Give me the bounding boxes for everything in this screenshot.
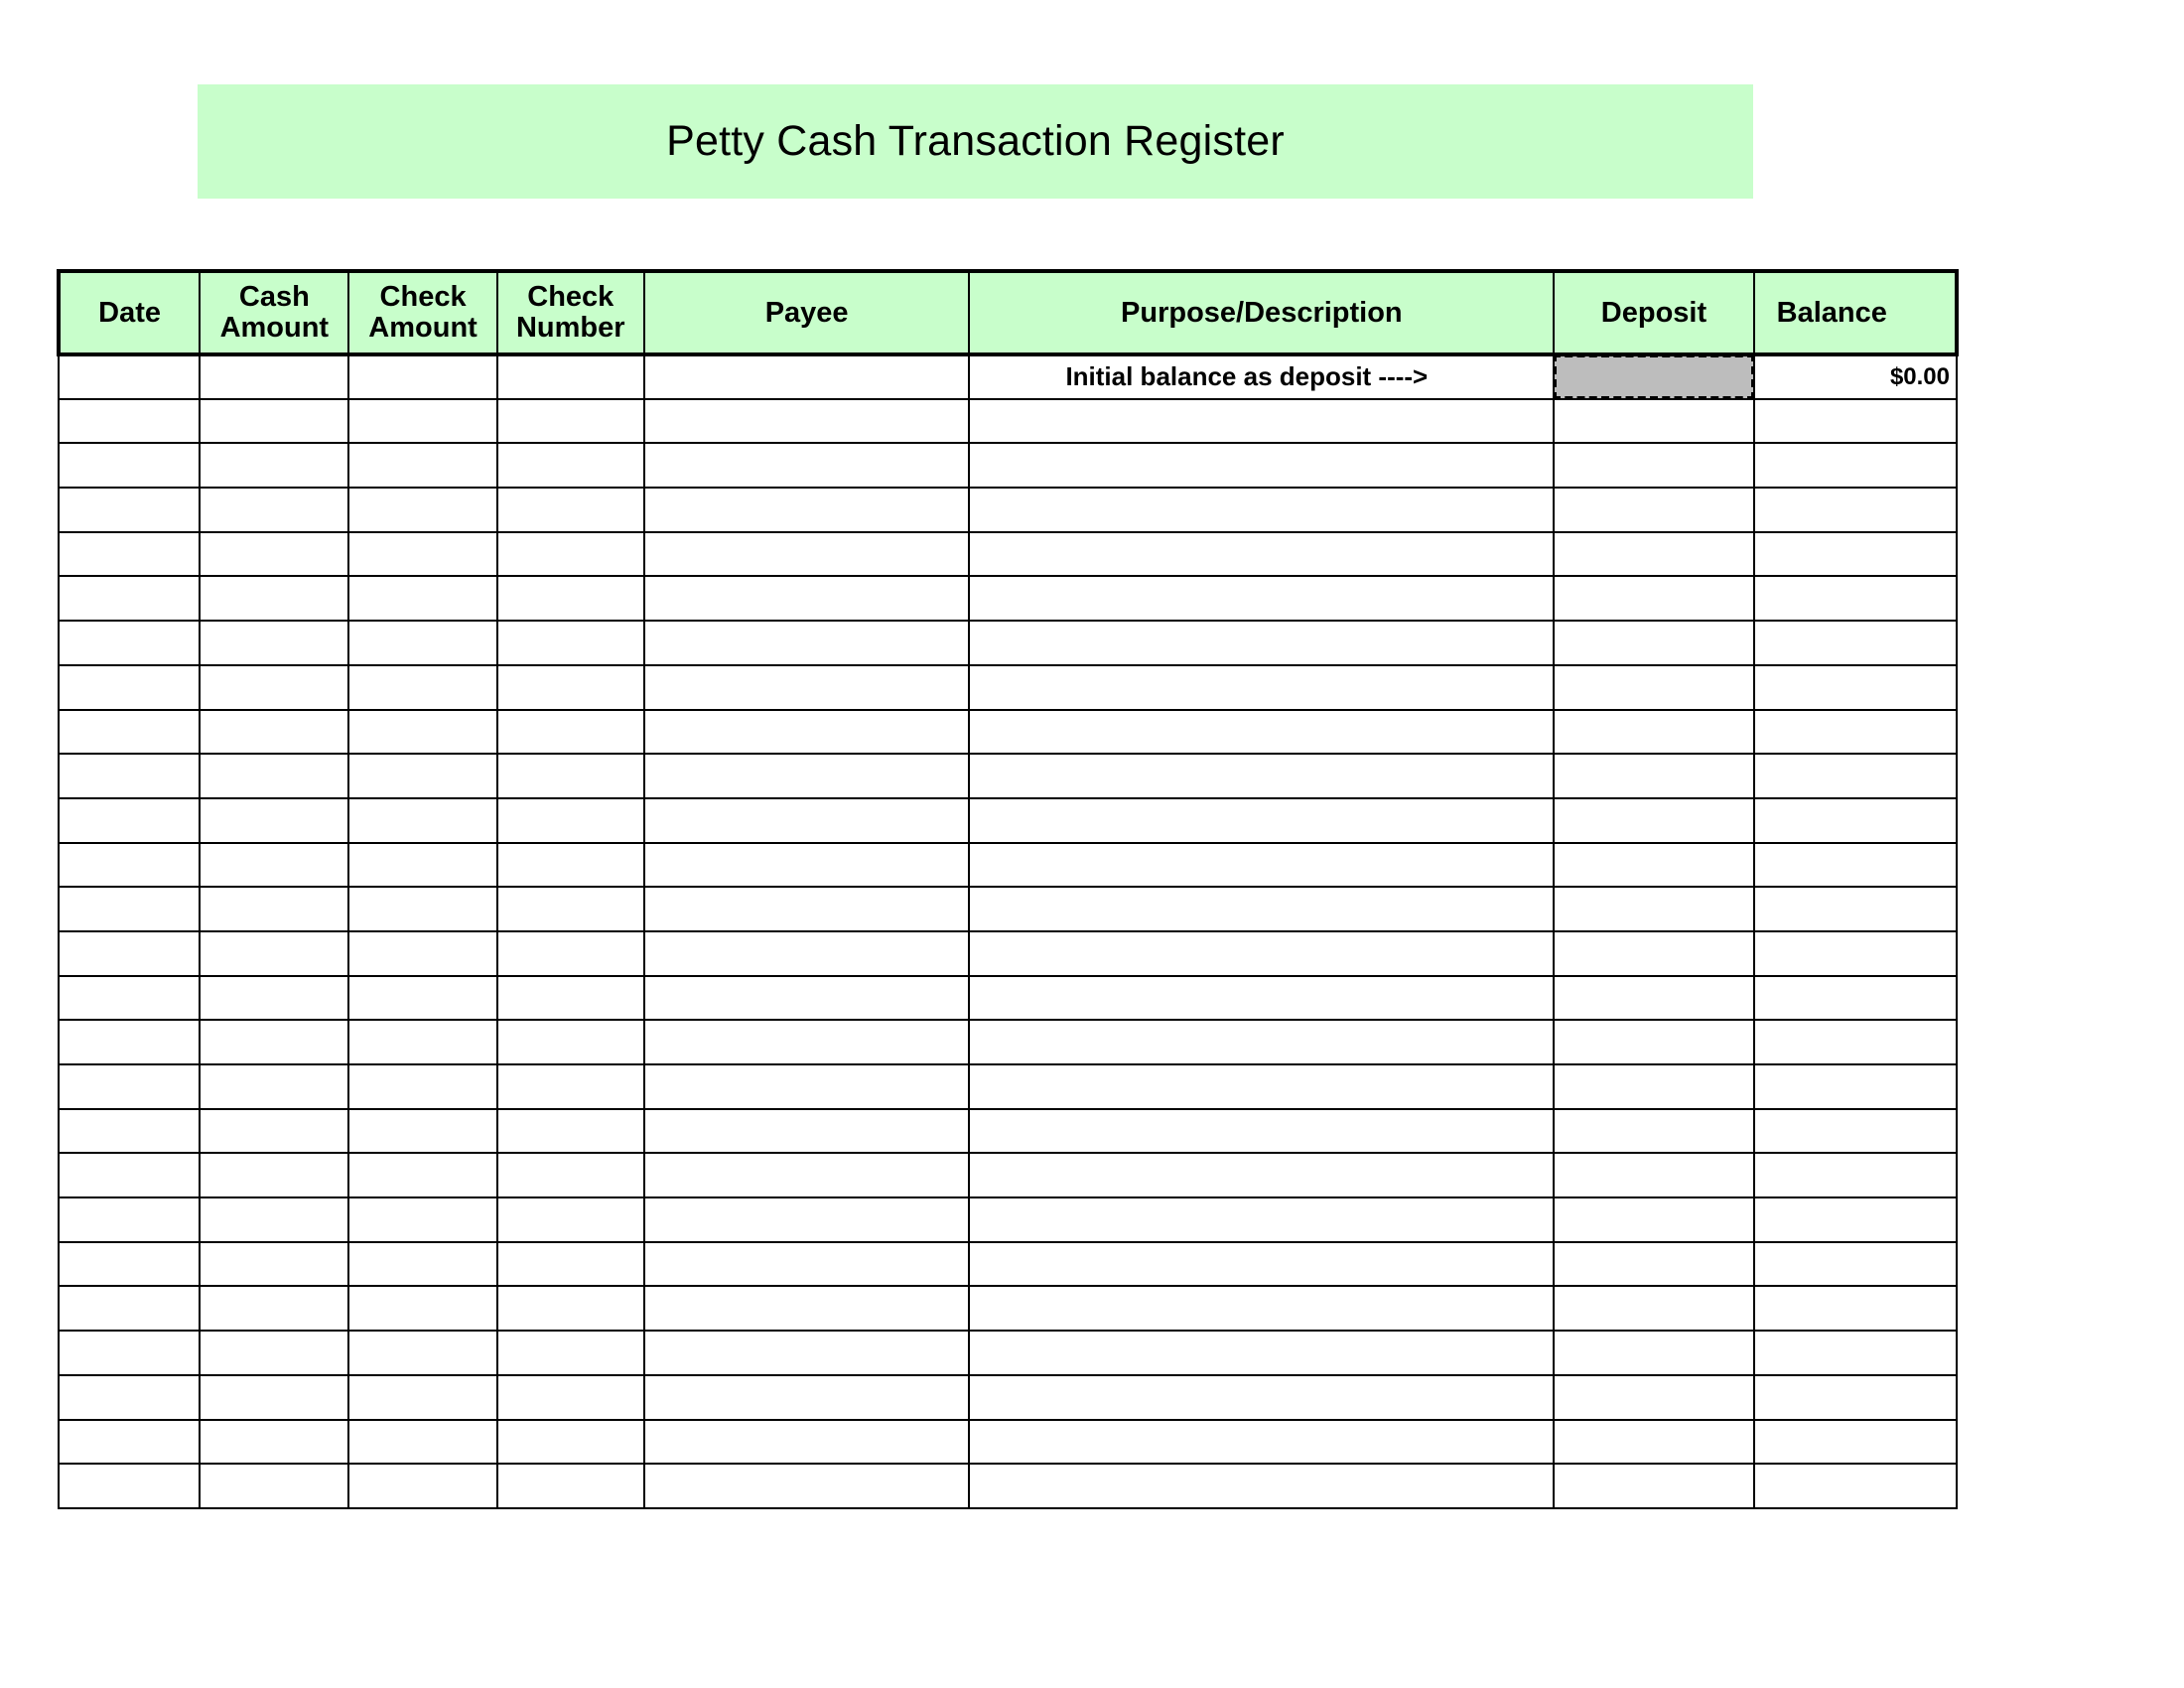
balance-cell (1754, 576, 1957, 621)
date-cell[interactable] (59, 1464, 200, 1508)
balance-cell (1754, 1375, 1957, 1420)
date-cell[interactable] (59, 1420, 200, 1465)
deposit-cell[interactable] (1554, 532, 1753, 577)
balance-cell (1754, 887, 1957, 931)
payee-cell[interactable] (644, 1109, 970, 1154)
cash-amount-cell[interactable] (200, 1153, 348, 1197)
check-number-cell[interactable] (497, 976, 644, 1021)
check-number-cell[interactable] (497, 887, 644, 931)
deposit-cell[interactable] (1554, 1109, 1753, 1154)
date-cell[interactable] (59, 354, 200, 399)
cash-amount-cell[interactable] (200, 887, 348, 931)
table-row (59, 399, 1957, 444)
check-number-cell[interactable] (497, 710, 644, 755)
cash-amount-cell[interactable] (200, 1242, 348, 1287)
balance-cell (1754, 488, 1957, 532)
check-number-cell[interactable] (497, 843, 644, 888)
payee-cell[interactable] (644, 1375, 970, 1420)
deposit-cell[interactable] (1554, 621, 1753, 665)
date-cell[interactable] (59, 1331, 200, 1375)
check-number-cell[interactable] (497, 532, 644, 577)
payee-cell[interactable] (644, 399, 970, 444)
balance-cell (1754, 621, 1957, 665)
cash-amount-cell[interactable] (200, 665, 348, 710)
balance-cell (1754, 1464, 1957, 1508)
balance-cell (1754, 443, 1957, 488)
check-number-cell[interactable] (497, 1197, 644, 1242)
cash-amount-cell[interactable] (200, 621, 348, 665)
initial-balance-value: $0.00 (1754, 354, 1957, 399)
date-cell[interactable] (59, 1020, 200, 1064)
balance-cell (1754, 931, 1957, 976)
cash-amount-cell[interactable] (200, 798, 348, 843)
date-cell[interactable] (59, 443, 200, 488)
check-number-cell[interactable] (497, 1420, 644, 1465)
header-row (59, 271, 1957, 354)
check-amount-cell[interactable] (348, 887, 496, 931)
balance-cell (1754, 1286, 1957, 1331)
check-number-cell[interactable] (497, 1109, 644, 1154)
payee-cell[interactable] (644, 798, 970, 843)
check-amount-cell[interactable] (348, 532, 496, 577)
cash-amount-cell[interactable] (200, 843, 348, 888)
date-cell[interactable] (59, 1375, 200, 1420)
purpose-cell[interactable] (969, 976, 1554, 1021)
deposit-cell[interactable] (1554, 1420, 1753, 1465)
check-amount-cell[interactable] (348, 1197, 496, 1242)
date-cell[interactable] (59, 976, 200, 1021)
cash-amount-cell[interactable] (200, 354, 348, 399)
table-row (59, 798, 1957, 843)
column-header-deposit: Deposit (1554, 271, 1753, 354)
date-cell[interactable] (59, 1286, 200, 1331)
cash-amount-cell[interactable] (200, 399, 348, 444)
check-number-cell[interactable] (497, 1375, 644, 1420)
deposit-cell[interactable] (1554, 843, 1753, 888)
payee-cell[interactable] (644, 443, 970, 488)
cash-amount-cell[interactable] (200, 488, 348, 532)
purpose-cell[interactable] (969, 931, 1554, 976)
table-row (59, 1197, 1957, 1242)
payee-cell[interactable] (644, 1242, 970, 1287)
balance-cell (1754, 710, 1957, 755)
purpose-cell[interactable] (969, 532, 1554, 577)
table-row (59, 1109, 1957, 1154)
payee-cell[interactable] (644, 665, 970, 710)
check-amount-cell[interactable] (348, 576, 496, 621)
check-number-cell[interactable] (497, 399, 644, 444)
balance-cell (1754, 976, 1957, 1021)
table-row (59, 887, 1957, 931)
check-number-cell[interactable] (497, 1020, 644, 1064)
date-cell[interactable] (59, 1109, 200, 1154)
date-cell[interactable] (59, 710, 200, 755)
check-number-cell[interactable] (497, 1153, 644, 1197)
table-row (59, 931, 1957, 976)
purpose-cell[interactable] (969, 1375, 1554, 1420)
payee-cell[interactable] (644, 354, 970, 399)
check-amount-cell[interactable] (348, 1064, 496, 1109)
page-title: Petty Cash Transaction Register (666, 117, 1285, 165)
date-cell[interactable] (59, 665, 200, 710)
cash-amount-cell[interactable] (200, 976, 348, 1021)
cash-amount-cell[interactable] (200, 532, 348, 577)
check-amount-cell[interactable] (348, 710, 496, 755)
purpose-cell[interactable] (969, 798, 1554, 843)
date-cell[interactable] (59, 754, 200, 798)
check-amount-cell[interactable] (348, 1153, 496, 1197)
cash-amount-cell[interactable] (200, 1331, 348, 1375)
payee-cell[interactable] (644, 1420, 970, 1465)
date-cell[interactable] (59, 1064, 200, 1109)
table-row (59, 710, 1957, 755)
check-number-cell[interactable] (497, 443, 644, 488)
date-cell[interactable] (59, 1242, 200, 1287)
check-number-cell[interactable] (497, 1064, 644, 1109)
check-amount-cell[interactable] (348, 1109, 496, 1154)
payee-cell[interactable] (644, 1064, 970, 1109)
check-number-cell[interactable] (497, 488, 644, 532)
payee-cell[interactable] (644, 976, 970, 1021)
deposit-cell[interactable] (1554, 798, 1753, 843)
purpose-cell[interactable] (969, 1464, 1554, 1508)
payee-cell[interactable] (644, 488, 970, 532)
purpose-cell[interactable] (969, 1331, 1554, 1375)
purpose-cell[interactable] (969, 843, 1554, 888)
deposit-cell[interactable] (1554, 1020, 1753, 1064)
date-cell[interactable] (59, 399, 200, 444)
deposit-cell[interactable] (1554, 976, 1753, 1021)
purpose-cell[interactable] (969, 1197, 1554, 1242)
cash-amount-cell[interactable] (200, 1464, 348, 1508)
purpose-cell[interactable] (969, 754, 1554, 798)
balance-cell (1754, 1109, 1957, 1154)
purpose-cell[interactable] (969, 488, 1554, 532)
purpose-cell[interactable] (969, 710, 1554, 755)
cash-amount-cell[interactable] (200, 1197, 348, 1242)
deposit-cell[interactable] (1554, 1331, 1753, 1375)
date-cell[interactable] (59, 1197, 200, 1242)
check-amount-cell[interactable] (348, 798, 496, 843)
cash-amount-cell[interactable] (200, 754, 348, 798)
check-amount-cell[interactable] (348, 443, 496, 488)
table-row (59, 621, 1957, 665)
check-amount-cell[interactable] (348, 1464, 496, 1508)
table-row (59, 754, 1957, 798)
table-row (59, 1153, 1957, 1197)
column-header-check-number: Check Number (497, 271, 644, 354)
purpose-cell[interactable] (969, 665, 1554, 710)
balance-cell (1754, 1197, 1957, 1242)
date-cell[interactable] (59, 532, 200, 577)
table-row (59, 1464, 1957, 1508)
deposit-cell[interactable] (1554, 1464, 1753, 1508)
check-number-cell[interactable] (497, 1242, 644, 1287)
balance-cell (1754, 843, 1957, 888)
purpose-cell[interactable] (969, 576, 1554, 621)
check-number-cell[interactable] (497, 354, 644, 399)
cash-amount-cell[interactable] (200, 1064, 348, 1109)
initial-balance-row (59, 354, 1957, 399)
date-cell[interactable] (59, 887, 200, 931)
check-number-cell[interactable] (497, 1464, 644, 1508)
transaction-register-table (57, 269, 1959, 1509)
purpose-cell[interactable] (969, 1109, 1554, 1154)
table-row (59, 488, 1957, 532)
cash-amount-cell[interactable] (200, 1420, 348, 1465)
cash-amount-cell[interactable] (200, 443, 348, 488)
date-cell[interactable] (59, 843, 200, 888)
payee-cell[interactable] (644, 1197, 970, 1242)
deposit-cell[interactable] (1554, 1197, 1753, 1242)
table-row (59, 1420, 1957, 1465)
balance-cell (1754, 665, 1957, 710)
check-amount-cell[interactable] (348, 1420, 496, 1465)
deposit-cell[interactable] (1554, 488, 1753, 532)
deposit-cell[interactable] (1554, 710, 1753, 755)
deposit-cell[interactable] (1554, 1286, 1753, 1331)
column-header-purpose: Purpose/Description (969, 271, 1554, 354)
table-row (59, 665, 1957, 710)
date-cell[interactable] (59, 798, 200, 843)
purpose-cell[interactable] (969, 1242, 1554, 1287)
check-number-cell[interactable] (497, 621, 644, 665)
check-amount-cell[interactable] (348, 976, 496, 1021)
table-row (59, 1064, 1957, 1109)
check-amount-cell[interactable] (348, 1286, 496, 1331)
check-amount-cell[interactable] (348, 665, 496, 710)
check-amount-cell[interactable] (348, 1020, 496, 1064)
payee-cell[interactable] (644, 931, 970, 976)
check-number-cell[interactable] (497, 576, 644, 621)
payee-cell[interactable] (644, 710, 970, 755)
deposit-cell[interactable] (1554, 443, 1753, 488)
payee-cell[interactable] (644, 1020, 970, 1064)
cash-amount-cell[interactable] (200, 1109, 348, 1154)
deposit-cell[interactable] (1554, 754, 1753, 798)
purpose-cell[interactable] (969, 1420, 1554, 1465)
check-amount-cell[interactable] (348, 354, 496, 399)
purpose-cell[interactable] (969, 399, 1554, 444)
cash-amount-cell[interactable] (200, 1286, 348, 1331)
table-row (59, 1286, 1957, 1331)
check-number-cell[interactable] (497, 1286, 644, 1331)
purpose-cell[interactable] (969, 1286, 1554, 1331)
cash-amount-cell[interactable] (200, 1020, 348, 1064)
table-row (59, 576, 1957, 621)
initial-deposit-input[interactable] (1554, 354, 1753, 399)
purpose-cell[interactable] (969, 1064, 1554, 1109)
balance-cell (1754, 1153, 1957, 1197)
table-row (59, 1242, 1957, 1287)
balance-cell (1754, 1420, 1957, 1465)
date-cell[interactable] (59, 576, 200, 621)
check-amount-cell[interactable] (348, 488, 496, 532)
payee-cell[interactable] (644, 1464, 970, 1508)
balance-cell (1754, 1020, 1957, 1064)
table-row (59, 976, 1957, 1021)
payee-cell[interactable] (644, 532, 970, 577)
table-row (59, 443, 1957, 488)
deposit-cell[interactable] (1554, 1375, 1753, 1420)
check-amount-cell[interactable] (348, 931, 496, 976)
cash-amount-cell[interactable] (200, 710, 348, 755)
balance-cell (1754, 1331, 1957, 1375)
date-cell[interactable] (59, 488, 200, 532)
title-banner (198, 84, 1753, 199)
cash-amount-cell[interactable] (200, 1375, 348, 1420)
balance-cell (1754, 1064, 1957, 1109)
balance-cell (1754, 754, 1957, 798)
purpose-cell[interactable] (969, 621, 1554, 665)
check-amount-cell[interactable] (348, 1331, 496, 1375)
check-amount-cell[interactable] (348, 1242, 496, 1287)
payee-cell[interactable] (644, 754, 970, 798)
payee-cell[interactable] (644, 576, 970, 621)
column-header-date: Date (59, 271, 200, 354)
balance-cell (1754, 399, 1957, 444)
table-row (59, 532, 1957, 577)
purpose-cell[interactable] (969, 1153, 1554, 1197)
balance-cell (1754, 798, 1957, 843)
deposit-cell[interactable] (1554, 576, 1753, 621)
payee-cell[interactable] (644, 887, 970, 931)
cash-amount-cell[interactable] (200, 931, 348, 976)
initial-balance-label: Initial balance as deposit ----> (969, 354, 1554, 399)
check-amount-cell[interactable] (348, 754, 496, 798)
deposit-cell[interactable] (1554, 399, 1753, 444)
purpose-cell[interactable] (969, 887, 1554, 931)
payee-cell[interactable] (644, 843, 970, 888)
check-number-cell[interactable] (497, 665, 644, 710)
column-header-cash-amount: Cash Amount (200, 271, 348, 354)
check-amount-cell[interactable] (348, 399, 496, 444)
balance-cell (1754, 1242, 1957, 1287)
date-cell[interactable] (59, 621, 200, 665)
payee-cell[interactable] (644, 621, 970, 665)
check-number-cell[interactable] (497, 931, 644, 976)
date-cell[interactable] (59, 931, 200, 976)
payee-cell[interactable] (644, 1153, 970, 1197)
purpose-cell[interactable] (969, 1020, 1554, 1064)
deposit-cell[interactable] (1554, 1064, 1753, 1109)
table-row (59, 1020, 1957, 1064)
payee-cell[interactable] (644, 1331, 970, 1375)
cash-amount-cell[interactable] (200, 576, 348, 621)
table-row (59, 843, 1957, 888)
column-header-payee: Payee (644, 271, 970, 354)
column-header-check-amount: Check Amount (348, 271, 496, 354)
purpose-cell[interactable] (969, 443, 1554, 488)
check-number-cell[interactable] (497, 754, 644, 798)
balance-cell (1754, 532, 1957, 577)
check-amount-cell[interactable] (348, 1375, 496, 1420)
check-number-cell[interactable] (497, 1331, 644, 1375)
deposit-cell[interactable] (1554, 665, 1753, 710)
table-row (59, 1331, 1957, 1375)
deposit-cell[interactable] (1554, 1242, 1753, 1287)
date-cell[interactable] (59, 1153, 200, 1197)
column-header-balance: Balance (1754, 271, 1957, 354)
check-number-cell[interactable] (497, 798, 644, 843)
check-amount-cell[interactable] (348, 843, 496, 888)
check-amount-cell[interactable] (348, 621, 496, 665)
table-row (59, 1375, 1957, 1420)
payee-cell[interactable] (644, 1286, 970, 1331)
deposit-cell[interactable] (1554, 931, 1753, 976)
deposit-cell[interactable] (1554, 1153, 1753, 1197)
deposit-cell[interactable] (1554, 887, 1753, 931)
